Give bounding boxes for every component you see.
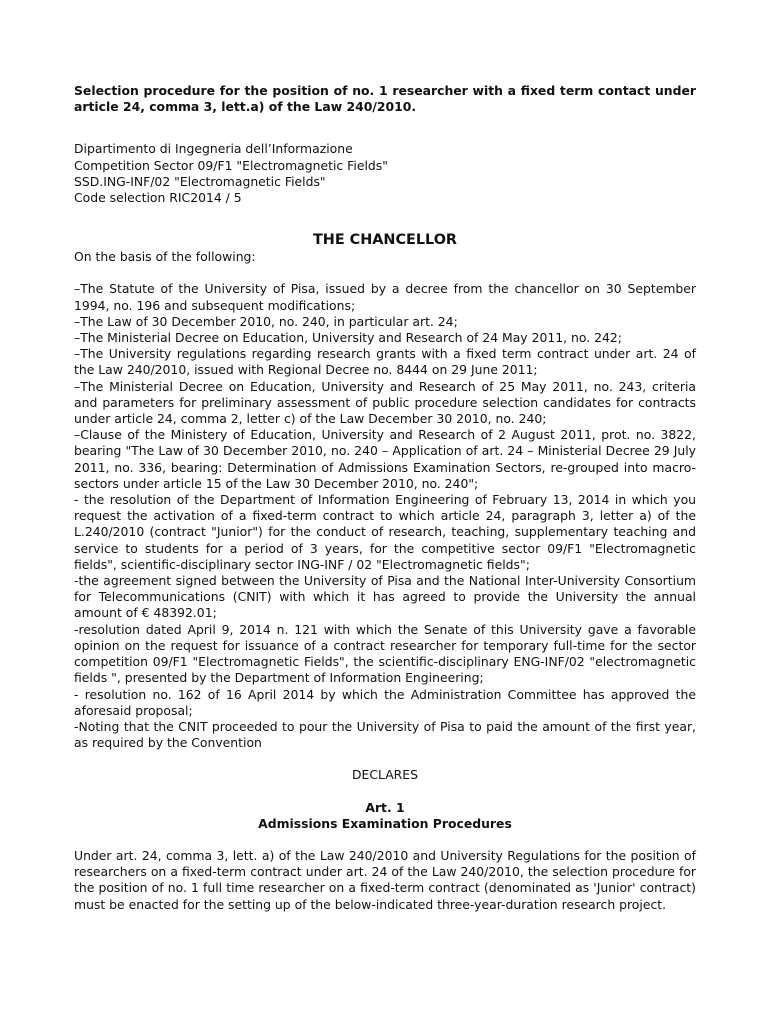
document-page [74, 83, 696, 913]
intro-text: On the basis of the following: [74, 249, 256, 265]
article-title: Admissions Examination Procedures [258, 815, 512, 831]
consideration-item: - resolution no. 162 of 16 April 2014 by which the Administration Committee has approved the aforesaid proposal; [74, 686, 696, 718]
department-info [74, 141, 696, 206]
consideration-item: -the agreement signed between the University of Pisa and the National Inter-University Consortium for Telecommunications (CNIT) with which it has agreed to provide the University the annual amount of € 48392.01; [74, 573, 696, 621]
competition-sector-line: Competition Sector 09/F1 "Electromagnetic Fields" [74, 157, 388, 173]
consideration-item: –The University regulations regarding research grants with a fixed term contract under art. 24 of the Law 240/2010, issued with Regional Decree no. 8444 on 29 June 2011; [74, 346, 696, 378]
department-line: Dipartimento di Ingegneria dell’Informazione [74, 141, 353, 157]
document-title: Selection procedure for the position of no. 1 researcher with a fixed term contact under article 24, comma 3, lett.a) of the Law 240/2010. [74, 83, 696, 115]
consideration-item: –The Statute of the University of Pisa, issued by a decree from the chancellor on 30 September 1994, no. 196 and subsequent modifications; [74, 281, 696, 313]
consideration-item: –The Ministerial Decree on Education, University and Research of 24 May 2011, no. 242; [74, 330, 622, 346]
ssd-line: SSD.ING-INF/02 "Electromagnetic Fields" [74, 173, 326, 189]
article-number: Art. 1 [365, 799, 405, 815]
chancellor-heading: THE CHANCELLOR [312, 232, 458, 249]
consideration-item: -resolution dated April 9, 2014 n. 121 with which the Senate of this University gave a favorable opinion on the request for issuance of a contract researcher for temporary full-time for the sector competition 09/F1 "Electromagnetic Fields", the scientific-disciplinary ENG-INF/02 "electromagnetic fields ", presented by the Department of Information Engineering; [74, 621, 696, 686]
article-body: Under art. 24, comma 3, lett. a) of the Law 240/2010 and University Regulations for the position of researchers on a fixed-term contract under art. 24 of the Law 240/2010, the selection procedure for the position of no. 1 full time researcher on a fixed-term contract (denominated as 'Junior' contract) must be enacted for the setting up of the below-indicated three-year-duration research project. [74, 847, 696, 912]
declares-heading: DECLARES [352, 767, 418, 783]
consideration-item: –The Ministerial Decree on Education, University and Research of 25 May 2011, no. 243, criteria and parameters for preliminary assessment of public procedure selection candidates for contracts under article 24, comma 2, letter c) of the Law December 30 2010, no. 240; [74, 378, 696, 427]
consideration-item: - the resolution of the Department of Information Engineering of February 13, 2014 in which you request the activation of a fixed-term contract to which article 24, paragraph 3, letter a) of the L.240/2010 (contract "Junior") for the conduct of research, teaching, supplementary teaching and service to students for a period of 3 years, for the competitive sector 09/F1 "Electromagnetic fields", scientific-disciplinary sector ING-INF / 02 "Electromagnetic fields"; [74, 492, 696, 572]
consideration-item: –Clause of the Ministery of Education, University and Research of 2 August 2011, prot. no. 3822, bearing "The Law of 30 December 2010, no. 240 – Application of art. 24 – Ministerial Decree 29 July 2011, no. 336, bearing: Determination of Admissions Examination Sectors, re-grouped into macro-sectors under article 15 of the Law 30 December 2010, no. 240"; [74, 427, 696, 491]
consideration-item: -Noting that the CNIT proceeded to pour the University of Pisa to paid the amount of the first year, as required by the Convention [74, 718, 696, 751]
considerations-list [74, 281, 696, 751]
code-selection-line: Code selection RIC2014 / 5 [74, 190, 242, 206]
consideration-item: –The Law of 30 December 2010, no. 240, in particular art. 24; [74, 313, 458, 329]
